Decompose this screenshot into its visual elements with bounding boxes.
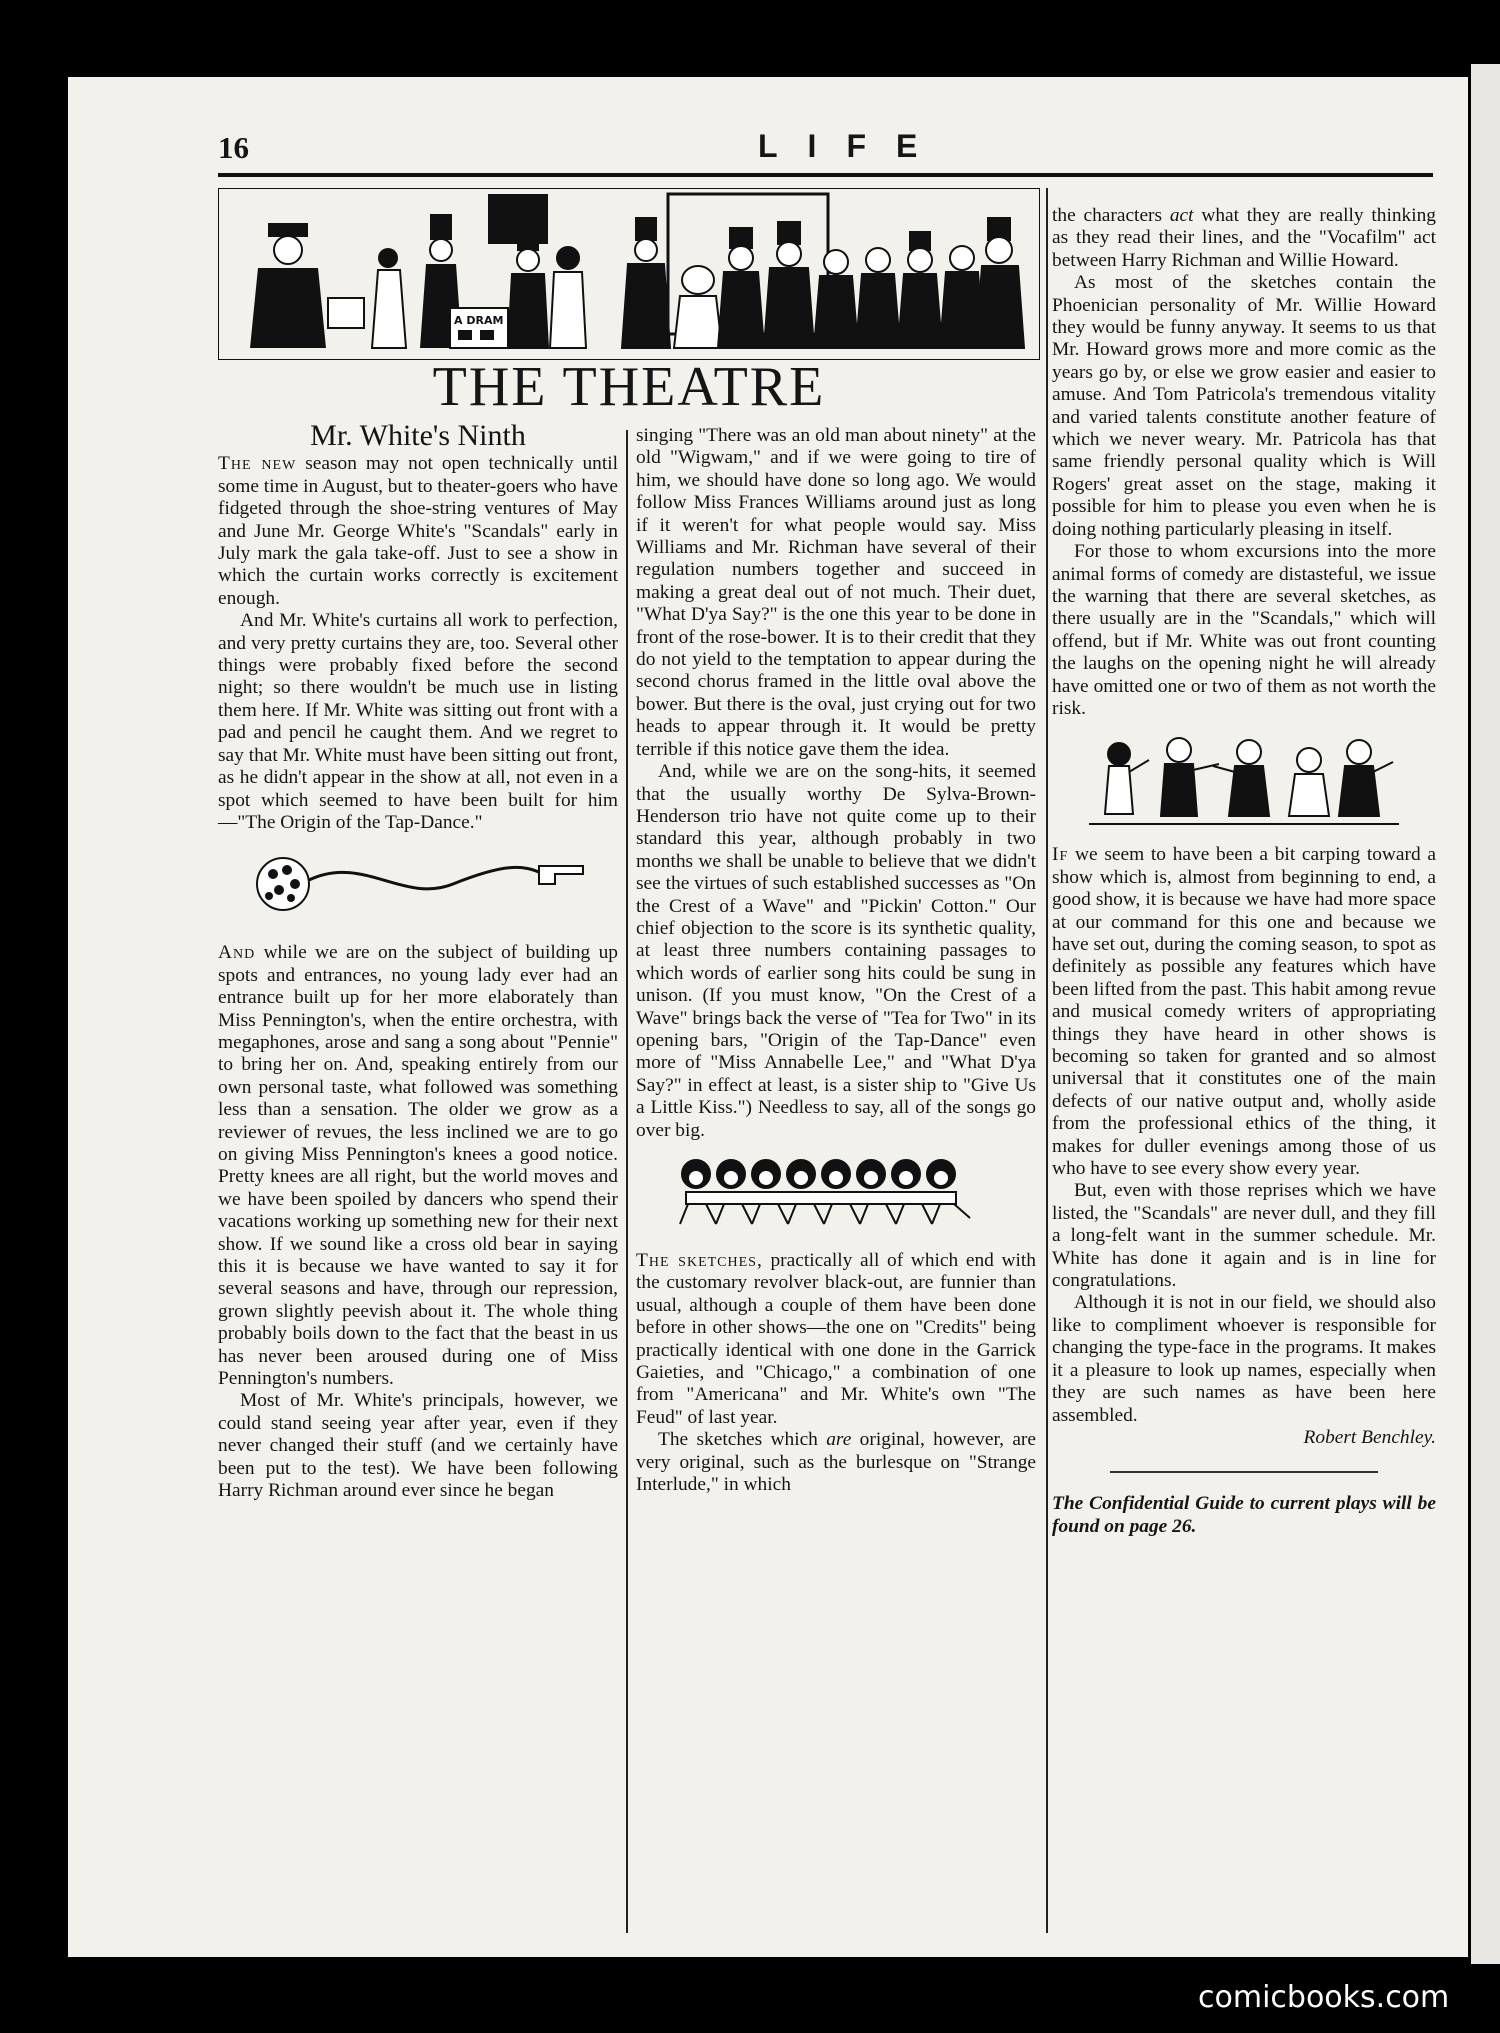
banner-sign-text: A DRAM xyxy=(454,314,504,327)
paragraph: But, even with those reprises which we have listed, the "Scandals" are never dull, and they fill a long-felt want in the summer schedule. Mr. White has done it again and is in line for congratulations. xyxy=(1052,1180,1436,1292)
paragraph: Most of Mr. White's principals, however, we could stand seeing year after year, even if they never changed their stuff (and we certainly have been put to the test). We have been following Harry Richman around ever since he began xyxy=(218,1390,618,1502)
paragraph-text: season may not open technically until some time in August, but to theater-goers who have fidgeted through the shoe-string ventures of May and June Mr. George White's "Scandals" early in July mark the gala take-off. Just to see a show in which the curtain works correctly is excitement enough. xyxy=(218,453,618,609)
paragraph-text: we seem to have been a bit carping toward a show which is, almost from beginning to end, a good show, it is because we have had more space at our command for this one and because we have set out, during the coming season, to spot as definitely as possible any features which have been lifted from the past. This habit among revue and musical comedy writers of appropriating things they have heard in other shows is becoming so taken for granted and so almost universal that it constitutes one of the main defects of our native output and, wholly aside from the professional ethics of the thing, it makes for duller evenings among those of us who have to see every show every year. xyxy=(1052,844,1436,1180)
lead-in: The new xyxy=(218,453,297,475)
paragraph xyxy=(218,942,618,1390)
paragraph-text: what they are really thinking as they read their lines, and the "Vocafilm" act between Harry Richman and Willie Howard. xyxy=(1052,205,1436,271)
paragraph xyxy=(218,453,618,610)
chorus-line-illustration xyxy=(666,1152,1006,1232)
paragraph-text: practically all of which end with the customary revolver black-out, are funnier than usual, although a couple of them have been done before in other shows—the one on "Credits" being practically identical with one done in the Garrick Gaieties, and "Chicago," a combination of one from "Americana" and Mr. White's own "The Feud" of last year. xyxy=(636,1250,1036,1428)
paragraph-text: while we are on the subject of building up spots and entrances, no young lady ever had an entrance built up for her more elaborately than Miss Pennington's, when the entire orchestra, with megaphones, arose and sang a song about "Pennie" to bring her on. And, speaking entirely from our own personal taste, what followed was something less than a sensation. The older we grow as a reviewer of revues, the less inclined we are to go on giving Miss Pennington's knees a good notice. Pretty knees are all right, but the world moves and we have been spoiled by dancers who spend their vacations working up something new for their next show. If we sound like a cross old bear in saying this it is because we have wanted to say it for several seasons and have, through our repression, grown slightly peevish about it. The whole thing probably boils down to the fact that the beast in us has never been aroused during one of Miss Pennington's numbers. xyxy=(218,942,618,1390)
theatre-crowd-illustration xyxy=(218,188,1040,360)
paragraph xyxy=(1052,205,1436,272)
article-column-3 xyxy=(1052,205,1436,1538)
column-divider-2 xyxy=(1046,188,1048,1933)
article-column-2 xyxy=(636,425,1036,1496)
paragraph: Although it is not in our field, we should also like to compliment whoever is responsible for changing the type-face in the programs. It makes it a pleasure to look up names, especially when they are such names as have been here assembled. xyxy=(1052,1292,1436,1426)
bouquet-pointing-hand-illustration xyxy=(243,844,593,922)
site-watermark: comicbooks.com xyxy=(1198,1980,1450,2015)
paragraph-text: The sketches which xyxy=(658,1429,827,1451)
author-signature xyxy=(1052,1427,1436,1449)
lead-in: The sketches, xyxy=(636,1250,763,1271)
article-subtitle: Mr. White's Ninth xyxy=(310,419,526,452)
paragraph xyxy=(636,1429,1036,1496)
header-rule xyxy=(218,173,1433,177)
confidential-guide-note: The Confidential Guide to current plays will be found on page 26. xyxy=(1052,1493,1436,1537)
paragraph: For those to whom excursions into the more animal forms of comedy are distasteful, we issue the warning that there are several sketches, as there usually are in the "Scandals," which will offend, but if Mr. White was out front counting the laughs on the opening night he will already have omitted one or two of them as not worth the risk. xyxy=(1052,541,1436,719)
paragraph-text: the characters xyxy=(1052,205,1170,226)
lead-in: If xyxy=(1052,844,1069,866)
article-column-1 xyxy=(218,419,618,1502)
page-number: 16 xyxy=(218,130,249,165)
magazine-title: LIFE xyxy=(758,128,948,164)
paragraph xyxy=(636,1250,1036,1429)
paragraph: singing "There was an old man about ninety" at the old "Wigwam," and if we were going to tire of him, we should have done so long ago. We would follow Miss Frances Williams around just as long if it weren't for what people would say. Miss Williams and Mr. Richman have several of their regulation numbers together and succeed in making a great deal out of not much. Their duet, "What D'ya Say?" is the one this year to be done in front of the rose-bower. It is to their credit that they do not yield to the temptation to appear during the second chorus framed in the little oval above the bower. But there is the oval, just crying out for two heads to appear through it. It would be pretty terrible if this notice gave them the idea. xyxy=(636,425,1036,760)
section-title: THE THEATRE xyxy=(432,356,826,418)
emphasis: are xyxy=(826,1429,852,1451)
column-divider-1 xyxy=(626,430,628,1933)
gunfight-cast-illustration xyxy=(1089,730,1399,830)
adjacent-page-edge xyxy=(1468,64,1500,1964)
paragraph xyxy=(1052,844,1436,1180)
paragraph: And Mr. White's curtains all work to perfection, and very pretty curtains they are, too. Several other things were probably fixed before the second night; so there wouldn't be much use in listing them here. If Mr. White was sitting out front with a pad and pencil he caught them. And we regret to say that Mr. White must have been sitting out front, as he didn't appear in the show at all, not even in a spot which seemed to have been built for him—"The Origin of the Tap-Dance." xyxy=(218,610,618,833)
author-name: Robert Benchley. xyxy=(1303,1426,1436,1448)
footer-rule xyxy=(1110,1471,1379,1473)
page-header xyxy=(218,128,1433,178)
paragraph-text: original, however, are very original, such as the burlesque on "Strange Interlude," in which xyxy=(636,1429,1036,1496)
lead-in: And xyxy=(218,942,256,964)
paragraph: And, while we are on the song-hits, it seemed that the usually worthy De Sylva-Brown-Henderson trio have not quite come up to their standard this year, although probably in two months we shall be unable to believe that we didn't see the virtues of such established successes as "On the Crest of a Wave" and "Pickin' Cotton." Our chief objection to the score is its synthetic quality, at least three numbers containing passages to which words of earlier song hits could be sung in unison. (If you must know, "On the Crest of a Wave" brings back the verse of "Tea for Two" in its opening bars, "Origin of the Tap-Dance" even more of "Miss Annabelle Lee," and "What D'ya Say?" in effect at least, is a sister ship to "Give Us a Little Kiss.") Needless to say, all of the songs go over big. xyxy=(636,761,1036,1141)
emphasis: act xyxy=(1169,205,1194,226)
paragraph: As most of the sketches contain the Phoenician personality of Mr. Willie Howard they would be funny anyway. It seems to us that Mr. Howard grows more and more comic as the years go by, or else we grow easier and easier to amuse. And Tom Patricola's tremendous vitality and varied talents constitute another feature of which we never weary. Mr. Patricola has that same friendly personal quality which is Will Rogers' great asset on the stage, making it possible for him to please you even when he is doing nothing particularly pleasing in itself. xyxy=(1052,272,1436,540)
